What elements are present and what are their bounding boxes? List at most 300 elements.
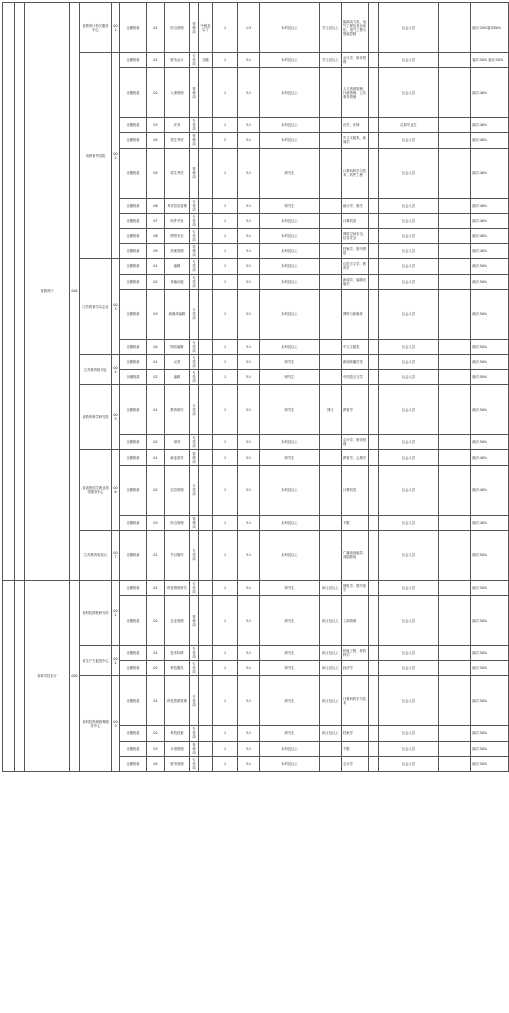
headcount-cell: 1 [213, 3, 238, 53]
major-cell: 教育学、心理学 [342, 450, 369, 465]
education-cell: 研究生 [260, 370, 320, 385]
ratio-cell: 3:1 [238, 530, 260, 580]
other-req-cell [369, 676, 379, 726]
exam-weight-cell: 面试:40% [471, 465, 509, 515]
unit-code-cell: 004 [112, 354, 120, 384]
exam-weight-cell: 面试:40% [471, 228, 509, 243]
post-category-cell: 专技岗 [190, 213, 199, 228]
post-code-cell: 02 [147, 370, 165, 385]
other-req-cell [369, 530, 379, 580]
department-code-cell: 005 [70, 580, 80, 771]
major-cell: 中文文秘类、新闻学 [342, 133, 369, 148]
post-code-cell: 02 [147, 596, 165, 646]
headcount-cell: 1 [213, 515, 238, 530]
education-cell: 本科及以上 [260, 68, 320, 118]
headcount-cell: 1 [213, 259, 238, 274]
exam-weight-cell: 面试:50% [471, 580, 509, 595]
major-cell: 法学、法律 [342, 118, 369, 133]
funding-type-cell: 全额拨款 [120, 385, 147, 435]
headcount-cell: 1 [213, 148, 238, 198]
major-cell: 新闻学、编辑出版学 [342, 274, 369, 289]
education-cell: 研究生 [260, 354, 320, 369]
funding-type-cell: 全额拨款 [120, 370, 147, 385]
exam-weight-cell: 面试:50% [471, 530, 509, 580]
blank-cell [15, 580, 25, 771]
headcount-cell: 1 [213, 580, 238, 595]
remark-cell [439, 3, 471, 53]
remark-cell [439, 198, 471, 213]
funding-type-cell: 全额拨款 [120, 133, 147, 148]
education-cell: 本科及以上 [260, 213, 320, 228]
funding-type-cell: 全额拨款 [120, 646, 147, 661]
other-req-cell [369, 53, 379, 68]
education-cell: 本科及以上 [260, 339, 320, 354]
post-code-cell: 03 [147, 741, 165, 756]
table-body [3, 3, 509, 772]
remark-cell [439, 228, 471, 243]
department-name-cell: 省教育厅 [25, 3, 70, 581]
post-code-cell: 03 [147, 515, 165, 530]
major-cell: 计算机类 [342, 465, 369, 515]
other-req-cell [369, 596, 379, 646]
other-req-cell [369, 661, 379, 676]
post-name-cell: 科技资源管理 [165, 676, 190, 726]
funding-type-cell: 全额拨款 [120, 450, 147, 465]
post-code-cell: 01 [147, 530, 165, 580]
post-category-cell: 专技岗 [190, 118, 199, 133]
post-category-cell: 专技岗 [190, 259, 199, 274]
other-req-cell [369, 68, 379, 118]
post-level-cell [199, 274, 213, 289]
remark-cell [439, 68, 471, 118]
other-req-cell [369, 385, 379, 435]
major-cell: 能源动力类、电气工程及其自动化、电气工程与智能控制 [342, 3, 369, 53]
degree-cell [320, 259, 342, 274]
other-req-cell [369, 646, 379, 661]
post-category-cell: 管理岗 [190, 741, 199, 756]
blank-cell [3, 580, 15, 771]
degree-cell [320, 354, 342, 369]
post-level-cell [199, 339, 213, 354]
post-code-cell: 04 [147, 133, 165, 148]
education-cell: 研究生 [260, 450, 320, 465]
other-req-cell [369, 741, 379, 756]
post-category-cell: 专技岗 [190, 646, 199, 661]
ratio-cell: 3:1 [238, 133, 260, 148]
headcount-cell: 1 [213, 661, 238, 676]
degree-cell [320, 228, 342, 243]
post-code-cell: 03 [147, 289, 165, 339]
headcount-cell: 1 [213, 385, 238, 435]
ratio-cell: 3:1 [238, 596, 260, 646]
degree-cell: 硕士及以上 [320, 646, 342, 661]
target-cell: 社会人员 [379, 244, 439, 259]
education-cell: 本科及以上 [260, 530, 320, 580]
degree-cell [320, 274, 342, 289]
post-category-cell: 专技岗 [190, 530, 199, 580]
degree-cell [320, 435, 342, 450]
remark-cell [439, 741, 471, 756]
education-cell: 本科及以上 [260, 515, 320, 530]
target-cell: 社会人员 [379, 661, 439, 676]
exam-weight-cell: 面试:40% [471, 148, 509, 198]
blank-cell [15, 3, 25, 581]
funding-type-cell: 全额拨款 [120, 274, 147, 289]
education-cell: 本科及以上 [260, 118, 320, 133]
table-row [3, 3, 509, 53]
headcount-cell: 1 [213, 339, 238, 354]
degree-cell [320, 530, 342, 580]
post-level-cell [199, 259, 213, 274]
post-name-cell: 编辑 [165, 259, 190, 274]
major-cell: 广播电视编导、戏剧影视 [342, 530, 369, 580]
remark-cell [439, 53, 471, 68]
post-category-cell: 专技岗 [190, 435, 199, 450]
target-cell: 社会人员 [379, 354, 439, 369]
post-level-cell [199, 289, 213, 339]
degree-cell [320, 756, 342, 771]
post-level-cell [199, 198, 213, 213]
post-level-cell [199, 580, 213, 595]
post-level-cell [199, 354, 213, 369]
funding-type-cell: 全额拨款 [120, 596, 147, 646]
funding-type-cell: 全额拨款 [120, 68, 147, 118]
unit-code-cell: 003 [112, 676, 120, 772]
exam-weight-cell: 面试:40% [471, 515, 509, 530]
post-code-cell: 02 [147, 68, 165, 118]
exam-weight-cell: 面试:50% [471, 370, 509, 385]
headcount-cell: 1 [213, 289, 238, 339]
major-cell: 计算机科学与技术 [342, 676, 369, 726]
remark-cell [439, 148, 471, 198]
remark-cell [439, 580, 471, 595]
unit-code-cell: 007 [112, 530, 120, 580]
unit-code-cell: 002 [112, 53, 120, 259]
major-cell: 会计学、财务管理 [342, 53, 369, 68]
post-category-cell: 专技岗 [190, 726, 199, 741]
unit-name-cell: 省教育科学研究院 [80, 385, 112, 450]
other-req-cell [369, 726, 379, 741]
target-cell: 社会人员 [379, 385, 439, 435]
post-level-cell [199, 465, 213, 515]
education-cell: 本科及以上 [260, 465, 320, 515]
post-category-cell: 专技岗 [190, 274, 199, 289]
target-cell: 社会人员 [379, 228, 439, 243]
post-name-cell: 科技情报研究 [165, 580, 190, 595]
education-cell: 本科及以上 [260, 259, 320, 274]
other-req-cell [369, 118, 379, 133]
degree-cell: 博士 [320, 385, 342, 435]
funding-type-cell: 全额拨款 [120, 676, 147, 726]
post-name-cell: 人事管理 [165, 68, 190, 118]
target-cell: 应届毕业生 [379, 118, 439, 133]
post-code-cell: 01 [147, 646, 165, 661]
post-code-cell: 02 [147, 726, 165, 741]
major-cell: 教育学 [342, 385, 369, 435]
post-category-cell: 专技岗 [190, 228, 199, 243]
target-cell: 社会人员 [379, 530, 439, 580]
major-cell: 人力资源管理、行政管理、公共事务管理 [342, 68, 369, 118]
degree-cell: 学士及以上 [320, 53, 342, 68]
funding-type-cell: 全额拨款 [120, 213, 147, 228]
unit-code-cell: 006 [112, 450, 120, 530]
target-cell: 社会人员 [379, 435, 439, 450]
post-category-cell: 专技岗 [190, 756, 199, 771]
education-cell: 本科及以上 [260, 274, 320, 289]
unit-name-cell: 省高校招生就业指导服务中心 [80, 450, 112, 530]
funding-type-cell: 全额拨款 [120, 339, 147, 354]
post-name-cell: 教育研究 [165, 385, 190, 435]
post-level-cell [199, 741, 213, 756]
major-cell: 经济学 [342, 661, 369, 676]
ratio-cell: 3:1 [238, 259, 260, 274]
post-level-cell [199, 133, 213, 148]
post-level-cell [199, 646, 213, 661]
other-req-cell [369, 133, 379, 148]
degree-cell [320, 370, 342, 385]
post-category-cell: 管理岗 [190, 596, 199, 646]
funding-type-cell: 全额拨款 [120, 741, 147, 756]
major-cell: 中国语言文学 [342, 370, 369, 385]
major-cell: 档案学 [342, 726, 369, 741]
exam-weight-cell: 面试:40% [471, 198, 509, 213]
funding-type-cell: 全额拨款 [120, 661, 147, 676]
education-cell: 研究生 [260, 596, 320, 646]
headcount-cell: 1 [213, 198, 238, 213]
exam-weight-cell: 面试:50% [471, 385, 509, 435]
major-cell: 计算机类 [342, 213, 369, 228]
post-code-cell: 03 [147, 118, 165, 133]
ratio-cell: 3:1 [238, 676, 260, 726]
funding-type-cell: 全额拨款 [120, 259, 147, 274]
degree-cell: 硕士及以上 [320, 676, 342, 726]
other-req-cell [369, 450, 379, 465]
ratio-cell: 3:1 [238, 339, 260, 354]
remark-cell [439, 530, 471, 580]
target-cell: 社会人员 [379, 213, 439, 228]
recruitment-table [2, 2, 509, 772]
education-cell: 本科及以上 [260, 228, 320, 243]
post-code-cell: 01 [147, 580, 165, 595]
post-code-cell: 05 [147, 148, 165, 198]
post-code-cell: 01 [147, 354, 165, 369]
headcount-cell: 1 [213, 530, 238, 580]
funding-type-cell: 全额拨款 [120, 244, 147, 259]
funding-type-cell: 全额拨款 [120, 148, 147, 198]
unit-name-cell: 省教育厅机关服务中心 [80, 3, 112, 53]
education-cell: 本科及以上 [260, 133, 320, 148]
funding-type-cell: 全额拨款 [120, 580, 147, 595]
post-category-cell: 专技岗 [190, 370, 199, 385]
post-category-cell: 专技岗 [190, 465, 199, 515]
post-category-cell: 专技岗 [190, 289, 199, 339]
education-cell: 本科及以上 [260, 289, 320, 339]
remark-cell [439, 385, 471, 435]
ratio-cell: 3:1 [238, 646, 260, 661]
degree-cell [320, 741, 342, 756]
headcount-cell: 1 [213, 465, 238, 515]
post-name-cell: 综合管理 [165, 515, 190, 530]
post-name-cell: 科技档案 [165, 726, 190, 741]
funding-type-cell: 全额拨款 [120, 118, 147, 133]
post-code-cell: 08 [147, 228, 165, 243]
post-code-cell: 02 [147, 465, 165, 515]
ratio-cell: 3:1 [238, 385, 260, 435]
ratio-cell: 3:1 [238, 228, 260, 243]
post-category-cell: 管理岗 [190, 450, 199, 465]
post-name-cell: 财务 [165, 435, 190, 450]
post-name-cell: 计划管理 [165, 741, 190, 756]
post-category-cell: 管理岗 [190, 244, 199, 259]
funding-type-cell: 全额拨款 [120, 435, 147, 450]
post-name-cell: 企业管理 [165, 596, 190, 646]
headcount-cell: 1 [213, 274, 238, 289]
target-cell: 社会人员 [379, 148, 439, 198]
exam-weight-cell: 面试:50% [471, 259, 509, 274]
post-code-cell: 04 [147, 339, 165, 354]
post-level-cell [199, 213, 213, 228]
ratio-cell: 3:1 [238, 198, 260, 213]
ratio-cell: 3:1 [238, 661, 260, 676]
target-cell: 社会人员 [379, 580, 439, 595]
degree-cell: 硕士及以上 [320, 580, 342, 595]
post-name-cell: 招生考试 [165, 148, 190, 198]
post-code-cell: 02 [147, 274, 165, 289]
degree-cell [320, 133, 342, 148]
post-name-cell: 软件开发 [165, 213, 190, 228]
post-level-cell [199, 385, 213, 435]
other-req-cell [369, 465, 379, 515]
exam-weight-cell: 面试:50% [471, 756, 509, 771]
degree-cell: 硕士及以上 [320, 726, 342, 741]
post-name-cell: 编辑 [165, 370, 190, 385]
ratio-cell: 3:1 [238, 450, 260, 465]
post-level-cell [199, 726, 213, 741]
post-level-cell [199, 228, 213, 243]
ratio-cell: 3:1 [238, 354, 260, 369]
education-cell: 本科及以上 [260, 244, 320, 259]
exam-weight-cell: 面试:40% [471, 450, 509, 465]
headcount-cell: 1 [213, 354, 238, 369]
degree-cell [320, 198, 342, 213]
post-code-cell: 02 [147, 661, 165, 676]
exam-weight-cell: 面试:50% [471, 741, 509, 756]
target-cell: 社会人员 [379, 53, 439, 68]
post-category-cell: 专技岗 [190, 676, 199, 726]
unit-code-cell: 001 [112, 580, 120, 645]
education-cell: 本科及以上 [260, 53, 320, 68]
other-req-cell [369, 370, 379, 385]
headcount-cell: 1 [213, 646, 238, 661]
remark-cell [439, 259, 471, 274]
other-req-cell [369, 289, 379, 339]
other-req-cell [369, 274, 379, 289]
degree-cell: 硕士及以上 [320, 596, 342, 646]
post-category-cell: 管理岗 [190, 68, 199, 118]
post-name-cell: 综合管理 [165, 3, 190, 53]
post-name-cell: 法务 [165, 118, 190, 133]
major-cell: 档案学、图书情报 [342, 244, 369, 259]
major-cell: 新闻传播学类 [342, 354, 369, 369]
target-cell: 社会人员 [379, 646, 439, 661]
exam-weight-cell: 面试:40% [471, 68, 509, 118]
remark-cell [439, 289, 471, 339]
post-category-cell: 专技岗 [190, 354, 199, 369]
post-name-cell: 科技服务 [165, 661, 190, 676]
post-code-cell: 01 [147, 3, 165, 53]
remark-cell [439, 726, 471, 741]
ratio-cell: 3:1 [238, 515, 260, 530]
education-cell: 研究生 [260, 646, 320, 661]
department-code-cell: 004 [70, 3, 80, 581]
unit-name-cell: 省科技资源统筹服务中心 [80, 676, 112, 772]
remark-cell [439, 465, 471, 515]
post-name-cell: 新媒体编辑 [165, 289, 190, 339]
post-level-cell [199, 244, 213, 259]
other-req-cell [369, 515, 379, 530]
target-cell: 社会人员 [379, 370, 439, 385]
post-code-cell: 07 [147, 213, 165, 228]
major-cell: 网络与新媒体 [342, 289, 369, 339]
exam-weight-cell: 面试:50% [471, 646, 509, 661]
funding-type-cell: 全额拨款 [120, 465, 147, 515]
target-cell: 社会人员 [379, 515, 439, 530]
ratio-cell: 3:1 [238, 118, 260, 133]
ratio-cell: 3:1 [238, 370, 260, 385]
post-category-cell: 管理岗 [190, 3, 199, 53]
exam-weight-cell: 面试:50% [471, 274, 509, 289]
remark-cell [439, 274, 471, 289]
table-row [3, 580, 509, 595]
funding-type-cell: 全额拨款 [120, 289, 147, 339]
post-name-cell: 网络安全 [165, 228, 190, 243]
unit-name-cell: 江苏教育电视台 [80, 530, 112, 580]
ratio-cell: 3:1 [238, 213, 260, 228]
unit-code-cell: 001 [112, 3, 120, 53]
ratio-cell: 3:1 [238, 148, 260, 198]
target-cell: 社会人员 [379, 726, 439, 741]
department-name-cell: 省科学技术厅 [25, 580, 70, 771]
ratio-cell: 3:1 [238, 756, 260, 771]
other-req-cell [369, 339, 379, 354]
unit-code-cell: 005 [112, 385, 120, 450]
exam-weight-cell: 面试:20%笔试80% [471, 3, 509, 53]
post-category-cell: 专技岗 [190, 580, 199, 595]
education-cell: 研究生 [260, 726, 320, 741]
post-level-cell [199, 148, 213, 198]
other-req-cell [369, 756, 379, 771]
education-cell: 研究生 [260, 676, 320, 726]
degree-cell [320, 118, 342, 133]
blank-cell [3, 3, 15, 581]
ratio-cell: 3:1 [238, 741, 260, 756]
target-cell: 社会人员 [379, 274, 439, 289]
funding-type-cell: 全额拨款 [120, 530, 147, 580]
headcount-cell: 1 [213, 741, 238, 756]
remark-cell [439, 450, 471, 465]
post-level-cell: 中级及以下 [199, 3, 213, 53]
post-category-cell: 管理岗 [190, 515, 199, 530]
exam-weight-cell: 面试:40% [471, 244, 509, 259]
post-category-cell: 管理岗 [190, 133, 199, 148]
funding-type-cell: 全额拨款 [120, 198, 147, 213]
headcount-cell: 1 [213, 726, 238, 741]
unit-name-cell: 省生产力促进中心 [80, 646, 112, 676]
remark-cell [439, 646, 471, 661]
post-level-cell [199, 530, 213, 580]
post-category-cell: 专技岗 [190, 198, 199, 213]
education-cell: 研究生 [260, 661, 320, 676]
